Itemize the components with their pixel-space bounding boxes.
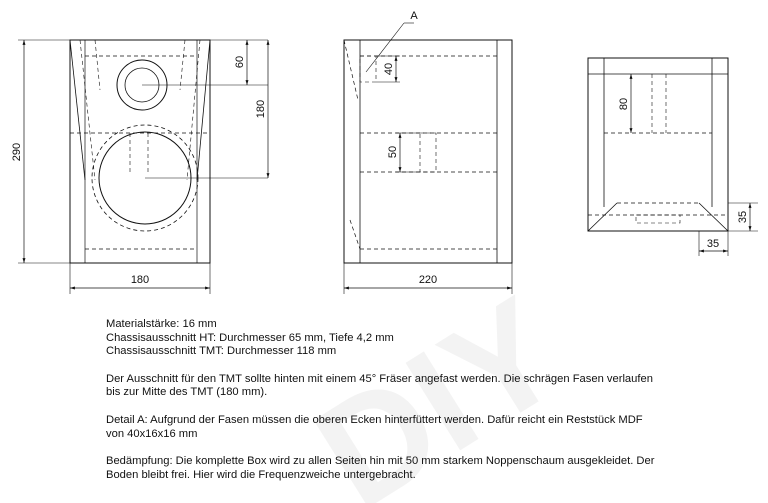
note-damping-line1: Bedämpfung: Die komplette Box wird zu allen Seiten hin mit 50 mm starkem Noppenschaum ausgekleidet. Der: [106, 455, 655, 468]
chamfer-line: [187, 40, 200, 180]
side-view: [344, 10, 512, 294]
chamfer-line: [70, 40, 85, 180]
note-material: Materialstärke: 16 mm: [106, 318, 217, 330]
dimension-width-side: 220: [418, 274, 438, 286]
note-chamfer-line1: Der Ausschnitt für den TMT sollte hinten mit einem 45° Fräser angefast werden. Die schrägen Fasen verlaufen: [106, 372, 653, 385]
note-ht-cutout: Chassisausschnitt HT: Durchmesser 65 mm, Tiefe 4,2 mm: [106, 331, 394, 344]
back-outline: [588, 58, 728, 231]
note-tmt-cutout: Chassisausschnitt TMT: Durchmesser 118 mm: [106, 345, 337, 358]
side-chamfer: [344, 40, 358, 100]
back-chamfer: [588, 203, 617, 231]
note-detail-line2: von 40x16x16 mm: [106, 427, 198, 440]
dimension-height-total: 290: [11, 142, 23, 162]
side-outline: [344, 40, 512, 263]
detail-a-label: A: [410, 10, 418, 22]
back-floor-box: [636, 215, 680, 223]
dimension-chamfer-h: 35: [737, 210, 749, 224]
dimension-side-mark: 50: [387, 145, 399, 159]
note-damping-line2: Boden bleibt frei. Hier wird die Frequenzweiche untergebracht.: [106, 468, 416, 481]
dimension-ht-offset: 60: [234, 55, 246, 69]
chamfer-line: [197, 40, 210, 180]
front-view: [11, 40, 268, 294]
note-detail-line1: Detail A: Aufgrund der Fasen müssen die oberen Ecken hinterfüttert werden. Dafür reicht ein Reststück MDF: [106, 413, 643, 426]
chamfer-line: [95, 40, 100, 90]
back-view: [588, 58, 758, 256]
chamfer-line: [80, 40, 95, 180]
side-inner-box: [420, 133, 436, 172]
back-chamfer: [699, 203, 728, 231]
side-chamfer: [350, 220, 360, 249]
dimension-width-front: 180: [130, 274, 150, 286]
note-chamfer-line2: bis zur Mitte des TMT (180 mm).: [106, 386, 268, 399]
front-outline: [70, 40, 210, 263]
dimension-detail-a: 40: [383, 62, 395, 76]
build-notes: [106, 318, 686, 482]
dimension-tmt-center: 180: [255, 99, 267, 119]
dimension-back-mark: 80: [618, 97, 630, 111]
chamfer-line: [180, 40, 185, 90]
dimension-chamfer-w: 35: [706, 238, 720, 250]
